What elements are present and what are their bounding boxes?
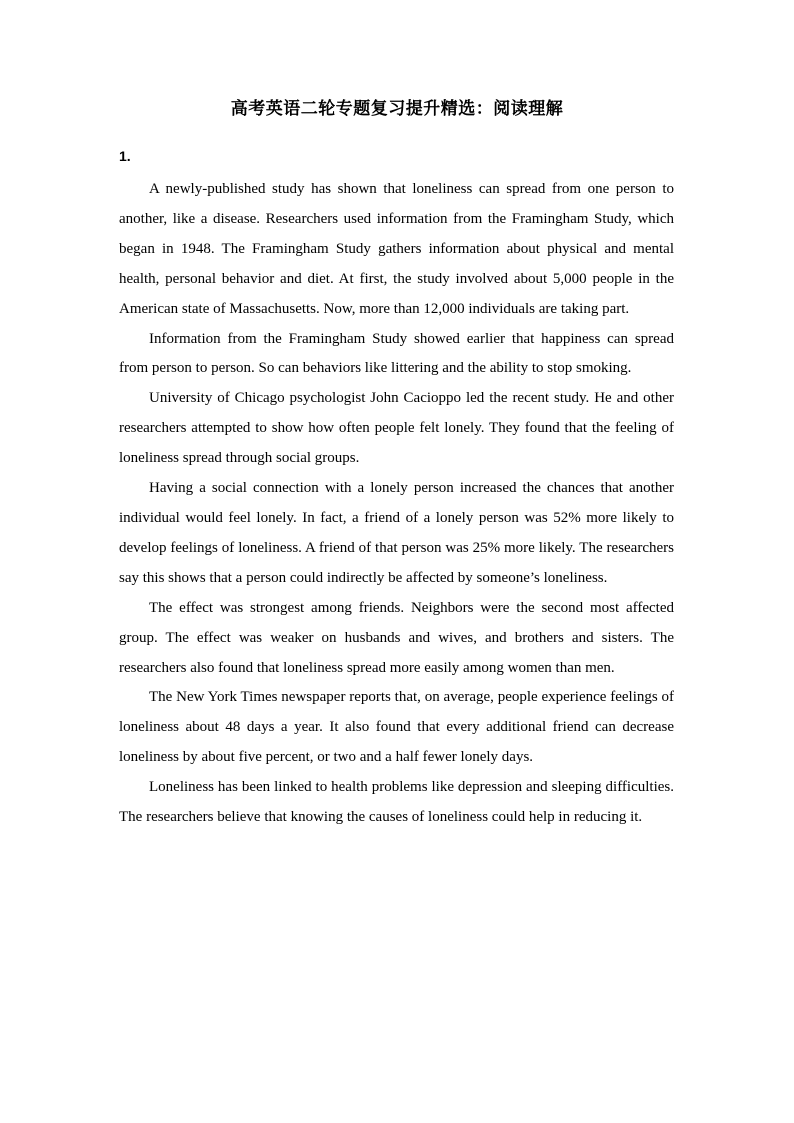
page-title: 高考英语二轮专题复习提升精选：阅读理解 <box>230 99 564 119</box>
passage-paragraph: University of Chicago psychologist John Cacioppo led the recent study. He and other researchers attempted to show how often people felt lonely. They found that the feeling of loneliness spread through social groups. <box>119 390 674 467</box>
passage-paragraph: The effect was strongest among friends. Neighbors were the second most affected group. The effect was weaker on husbands and wives, and brothers and sisters. The researchers also found that loneliness spread more easily among women than men. <box>119 599 674 676</box>
passage-paragraph: Loneliness has been linked to health problems like depression and sleeping difficulties. The researchers believe that knowing the causes of loneliness could help in reducing it. <box>119 779 674 826</box>
passage-paragraph: A newly-published study has shown that loneliness can spread from one person to another, like a disease. Researchers used information from the Framingham Study, which began in 1948. The Framingham Study gathers information about physical and mental health, personal behavior and diet. At first, the study involved about 5,000 people in the American state of Massachusetts. Now, more than 12,000 individuals are taking part. <box>119 181 674 317</box>
passage-paragraph: The New York Times newspaper reports that, on average, people experience feelings of loneliness about 48 days a year. It also found that every additional friend can decrease loneliness by about five percent, or two and a half fewer lonely days. <box>119 689 674 766</box>
question-number: 1. <box>119 148 131 164</box>
passage-paragraph: Having a social connection with a lonely person increased the chances that another individual would feel lonely. In fact, a friend of a lonely person was 52% more likely to develop feelings of loneliness. A friend of that person was 25% more likely. The researchers say this shows that a person could indirectly be affected by someone’s loneliness. <box>119 480 674 586</box>
passage-body <box>119 175 674 833</box>
passage-paragraph: Information from the Framingham Study showed earlier that happiness can spread from person to person. So can behaviors like littering and the ability to stop smoking. <box>119 330 674 377</box>
